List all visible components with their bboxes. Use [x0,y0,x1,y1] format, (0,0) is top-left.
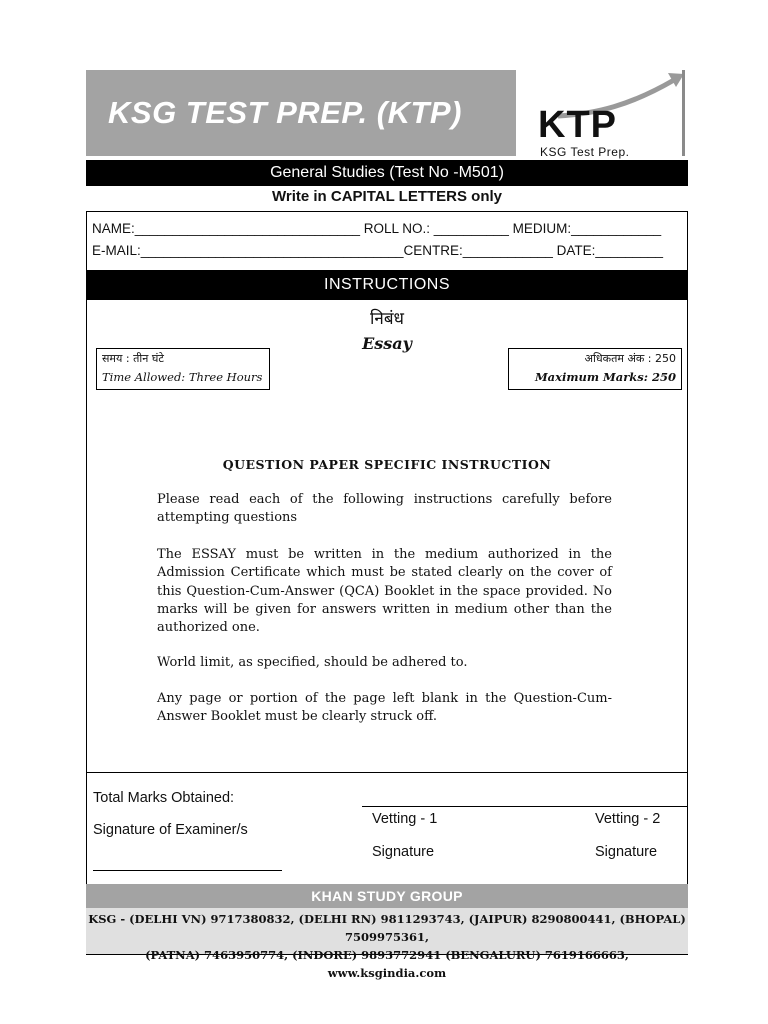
vetting-2-label: Vetting - 2 [595,811,661,827]
vetting-2-signature-label: Signature [595,844,658,860]
test-title: General Studies (Test No -M501) [270,164,504,181]
total-marks-label: Total Marks Obtained: [93,790,235,806]
instruction-paragraph: Any page or portion of the page left blank in the Question-Cum-Answer Booklet must be clearly struck off. [157,691,612,725]
study-group-bar [86,884,688,908]
instruction-paragraph: Please read each of the following instructions carefully before attempting questions [157,492,612,526]
subject-hindi: निबंध [370,309,404,329]
maximum-marks-box [508,348,682,390]
examiner-signature-line[interactable] [93,870,282,871]
banner-title: KSG TEST PREP. (KTP) [108,95,462,130]
instructions-heading: INSTRUCTIONS [324,276,450,293]
marks-english: Maximum Marks: 250 [534,370,676,384]
study-group-name: KHAN STUDY GROUP [311,888,463,904]
marks-hindi: अधिकतम अंक : 250 [584,352,676,365]
instructions-bar [86,270,688,300]
vetting-1-signature-label: Signature [372,844,435,860]
ktp-logo [516,70,688,159]
logo-divider [682,70,685,156]
contact-info [86,908,688,980]
header-banner [86,70,516,156]
instruction-paragraph: The ESSAY must be written in the medium authorized in the Admission Certificate which must be stated clearly on the cover of this Question-Cum-Answer (QCA) Booklet in the space provided. No marks will be given for answers written in medium other than the authorized one. [157,547,612,636]
logo-subtitle: KSG Test Prep. [540,145,630,159]
form-row-name-roll-medium[interactable]: NAME:______________________________ ROLL NO.: __________ MEDIUM:____________ [92,221,662,236]
contact-line: (PATNA) 7463950774, (INDORE) 9893772941 (BENGALURU) 7619166663, www.ksgindia.com [145,948,629,980]
vetting-top-line [362,806,688,807]
test-title-bar [86,160,688,186]
time-english: Time Allowed: Three Hours [102,370,263,384]
vetting-1-label: Vetting - 1 [372,811,438,827]
section-divider [86,772,688,773]
logo-text: KTP [538,104,617,146]
instruction-paragraph: World limit, as specified, should be adhered to. [157,655,468,670]
time-allowed-box [96,348,270,390]
examiner-signature-label: Signature of Examiner/s [93,822,248,838]
time-hindi: समय : तीन घंटे [102,352,164,365]
capital-letters-note: Write in CAPITAL LETTERS only [271,188,502,205]
form-row-email-centre-date[interactable]: E-MAIL:___________________________________CENTRE:____________ DATE:_________ [92,243,663,258]
contact-line: KSG - (DELHI VN) 9717380832, (DELHI RN) 9811293743, (JAIPUR) 8290800441, (BHOPAL) 7509975361, [88,912,686,944]
subject-english: Essay [362,334,412,353]
specific-instruction-heading: QUESTION PAPER SPECIFIC INSTRUCTION [222,457,552,472]
